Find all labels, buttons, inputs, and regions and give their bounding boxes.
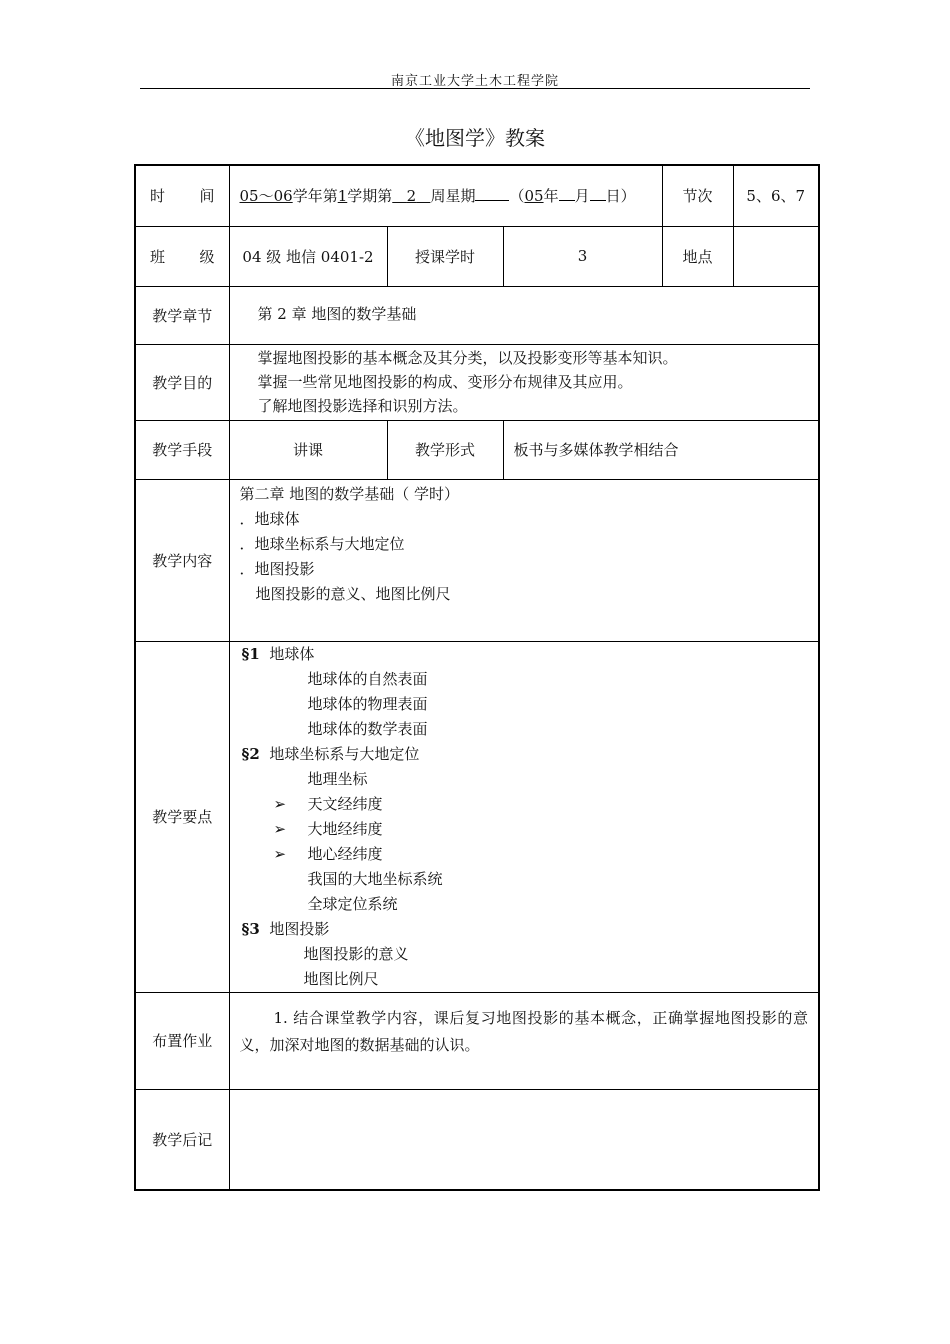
session-label: 节次: [662, 165, 733, 226]
chapter-label: 教学章节: [135, 286, 229, 344]
homework-row: [135, 992, 819, 1089]
form-label: 教学形式: [387, 420, 503, 479]
time-label: 时 间: [135, 165, 229, 226]
date-year: 05: [524, 187, 544, 206]
bullet-item: ➢ 天文经纬度: [242, 792, 819, 817]
section-mark: §2: [241, 744, 260, 763]
institution-header: 南京工业大学土木工程学院: [390, 74, 559, 89]
form-value: 板书与多媒体教学相结合: [503, 420, 819, 479]
purpose-line: 掌握一些常见地图投影的构成、变形分布规律及其应用。: [257, 373, 633, 391]
place-label: 地点: [662, 226, 733, 286]
header-divider: [140, 88, 810, 89]
section-title: 地图投影: [269, 919, 330, 938]
class-label: 班 级: [135, 226, 229, 286]
homework-text: 1. 结合课堂教学内容，课后复习地图投影的基本概念，正确掌握地图投影的意义，加深对地图的数据基础的认识。: [229, 992, 819, 1089]
section-title: 地球坐标系与大地定位: [269, 744, 420, 763]
key-point-item: 地球体的自然表面: [307, 669, 428, 688]
section-mark: §1: [241, 644, 260, 663]
lesson-plan-table: [134, 164, 820, 1191]
purpose-lines: [229, 344, 819, 420]
hours-value: 3: [503, 226, 662, 286]
purpose-line: 了解地图投影选择和识别方法。: [257, 397, 468, 415]
purpose-line: 掌握地图投影的基本概念及其分类，以及投影变形等基本知识。: [257, 349, 678, 367]
week-number: 2: [406, 187, 417, 206]
reflection-label: 教学后记: [135, 1089, 229, 1190]
content-row: [135, 479, 819, 641]
key-point-item: 地图投影的意义: [303, 944, 409, 963]
key-point-item: 地球体的数学表面: [307, 719, 428, 738]
chapter-row: [135, 286, 819, 344]
purpose-label: 教学目的: [135, 344, 229, 420]
purpose-row: [135, 344, 819, 420]
key-point-item: 地图比例尺: [303, 969, 379, 988]
place-value: [733, 226, 819, 286]
content-line: 第二章 地图的数学基础（ 学时）: [239, 484, 460, 503]
section-title: 地球体: [269, 644, 315, 663]
term-number: 1: [337, 187, 348, 206]
key-points-row: [135, 641, 819, 992]
day-blank: [590, 186, 606, 201]
session-value: 5、6、7: [733, 165, 819, 226]
content-line: ．地球体: [239, 509, 300, 528]
content-line: ．地图投影: [239, 559, 315, 578]
key-point-item: 地球体的物理表面: [307, 694, 428, 713]
time-value: 05～06学年第1学期第 2 周星期 （05年 月 日）: [229, 165, 662, 226]
weekday-blank: [475, 186, 509, 201]
academic-years: 05～06: [239, 187, 293, 206]
class-value: 04 级 地信 0401-2: [229, 226, 387, 286]
chapter-value: 第 2 章 地图的数学基础: [229, 286, 819, 344]
section-mark: §3: [241, 919, 260, 938]
arrow-bullet-icon: ➢: [273, 844, 287, 863]
key-points-content: [229, 641, 819, 992]
arrow-bullet-icon: ➢: [273, 819, 287, 838]
arrow-bullet-icon: ➢: [273, 794, 287, 813]
bullet-item: ➢ 大地经纬度: [242, 817, 819, 842]
means-label: 教学手段: [135, 420, 229, 479]
homework-label: 布置作业: [135, 992, 229, 1089]
key-point-item: 全球定位系统: [307, 894, 398, 913]
key-point-item: 我国的大地坐标系统: [307, 869, 443, 888]
content-line: 地图投影的意义、地图比例尺: [255, 584, 451, 603]
content-line: ．地球坐标系与大地定位: [239, 534, 405, 553]
month-blank: [559, 186, 575, 201]
content-label: 教学内容: [135, 479, 229, 641]
means-row: [135, 420, 819, 479]
means-value: 讲课: [229, 420, 387, 479]
hours-label: 授课学时: [387, 226, 503, 286]
reflection-value: [229, 1089, 819, 1190]
bullet-item: ➢ 地心经纬度: [242, 842, 819, 867]
content-lines: [229, 479, 819, 641]
document-title: 《地图学》教案: [405, 126, 545, 150]
key-points-label: 教学要点: [135, 641, 229, 992]
time-row: [135, 165, 819, 226]
class-row: [135, 226, 819, 286]
key-point-item: 地理坐标: [307, 769, 368, 788]
reflection-row: [135, 1089, 819, 1190]
